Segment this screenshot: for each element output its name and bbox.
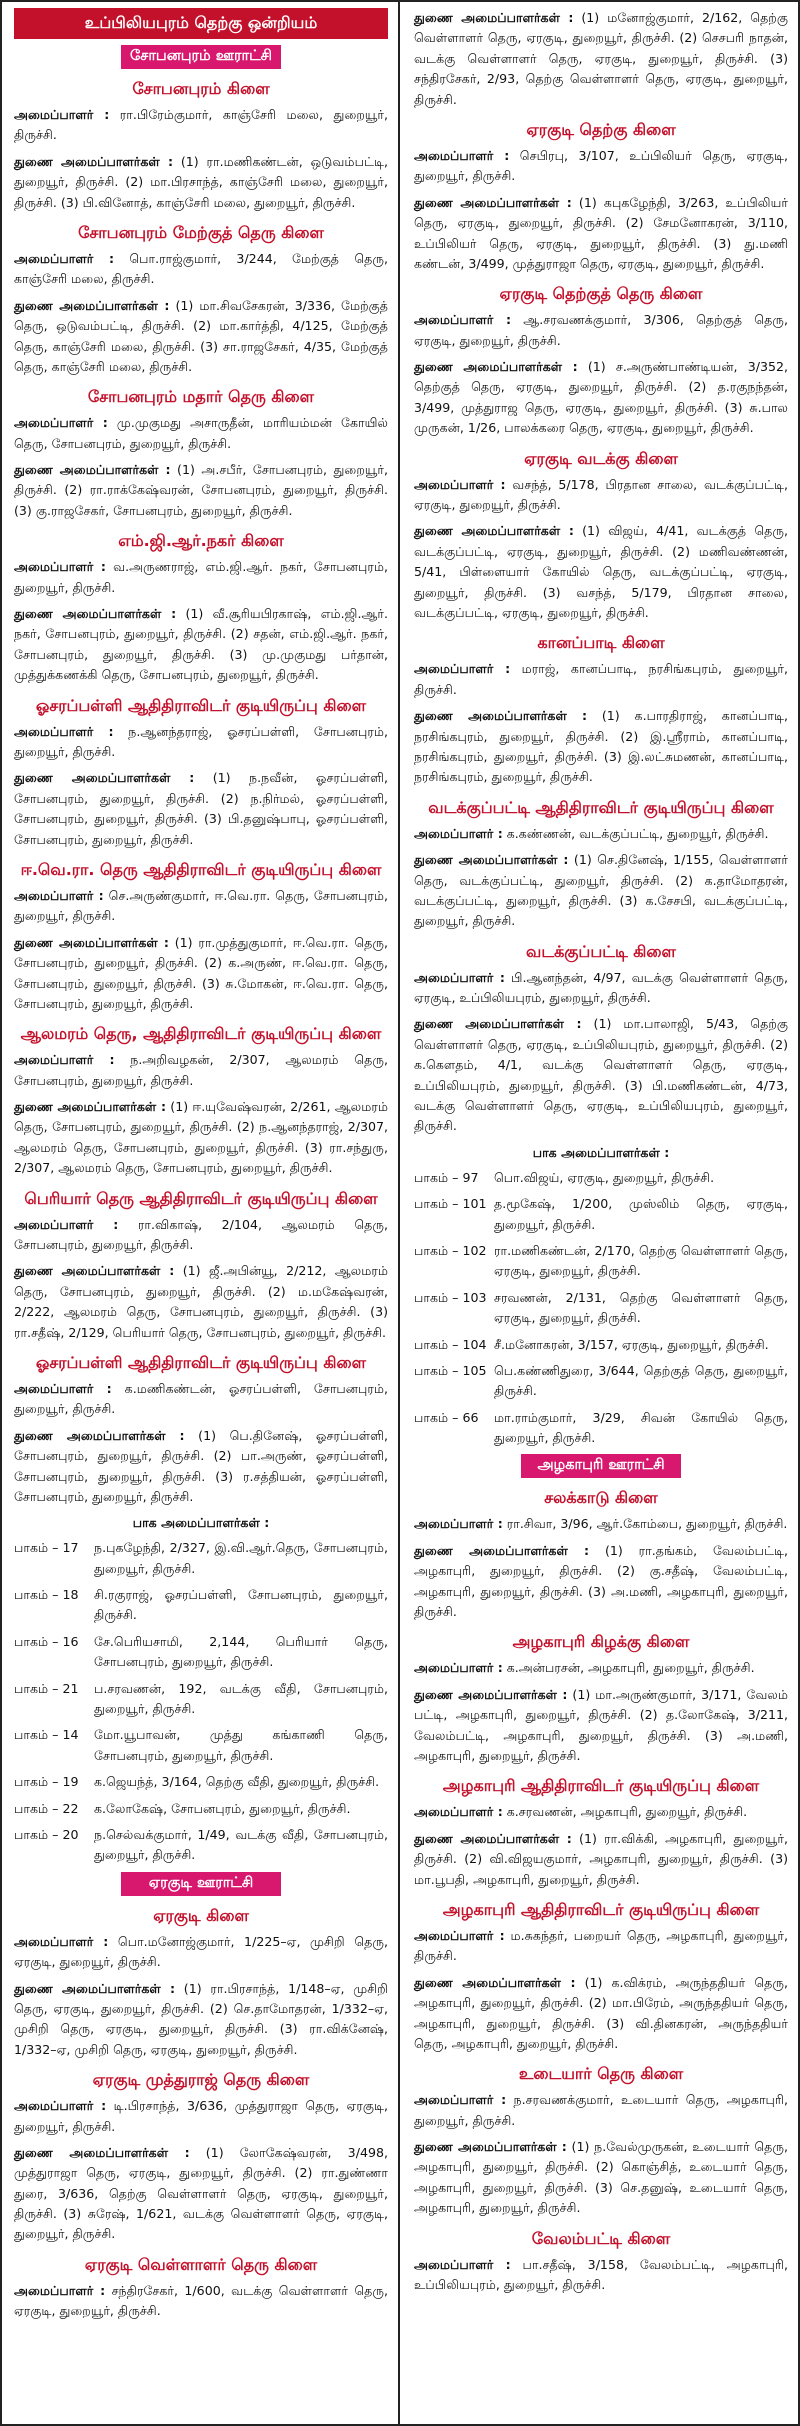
member-details: (1) க.விக்ரம், அருந்ததியர் தெரு, அழகாபுரி, துறையூர், திருச்சி. (2) மா.பிரேம், அருந்ததியர் தெரு, அழகாபுரி, துறையூர், திருச்சி. (3) வி.தினகரன், அருந்ததியர் தெரு, அழகாபுரி, துறையூர், திருச்சி. [414,1974,788,2051]
booth-number: பாகம் – 16 [14,1633,79,1649]
member-details: (1) லோகேஷ்வரன், 3/498, முத்துராஜா தெரு, ஏரகுடி, துறையூர், திருச்சி. (2) ரா.துண்ணா துரை, 3/636, தெற்கு வெள்ளாளர் தெரு, ஏரகுடி, துறையூர், திருச்சி. (3) சுரேஷ், 1/621, வடக்கு வெள்ளாளர் தெரு, ஏரகுடி, துறையூர், திருச்சி. [14,2144,388,2242]
role-label: அமைப்பாளர் : [414,661,511,677]
booth-row [414,1241,788,1282]
branch-heading: வடக்குப்பட்டி கிளை [526,941,676,961]
branch-heading: ஏரகுடி வெள்ளாளர் தெரு கிளை [84,2254,318,2274]
booth-number: பாகம் – 22 [14,1800,79,1816]
role-label: அமைப்பாளர் : [414,969,505,985]
role-label: அமைப்பாளர் : [14,415,108,431]
branch-heading: அழகாபுரி கிழக்கு கிளை [512,1632,690,1652]
member-details: க.கண்ணன், வடக்குப்பட்டி, துறையூர், திருச்சி. [502,825,769,841]
member-entry [414,2255,788,2296]
booth-row [14,1825,388,1866]
member-entry [414,1926,788,1967]
member-details: (1) ரா.பிரசாந்த், 1/148–ஏ, முசிறி தெரு, ஏரகுடி, துறையூர், திருச்சி. (2) செ.தாமோதரன், 1/332–ஏ, முசிறி தெரு, ஏரகுடி, துறையூர், திருச்சி. (3) ரா.விக்னேஷ், 1/332–ஏ, முசிறி தெரு, ஏரகுடி, துறையூர், திருச்சி. [14,1980,388,2057]
member-entry [14,296,388,378]
member-details: (1) ரா.முத்துகுமார், ஈ.வெ.ரா. தெரு, சோபனபுரம், துறையூர், திருச்சி. (2) க.அருண், ஈ.வெ.ரா. தெரு, சோபனபுரம், துறையூர், திருச்சி. (3) சு.மோகன், ஈ.வெ.ரா. தெரு, சோபனபுரம், துறையூர், திருச்சி. [14,934,388,1011]
branch-heading: ஏரகுடி தெற்கு கிளை [526,119,676,139]
member-details: க.சரவணன், அழகாபுரி, துறையூர், திருச்சி. [502,1804,748,1820]
member-details: (1) மா.பாலாஜி, 5/43, தெற்கு வெள்ளாளர் தெரு, ஏரகுடி, உப்பிலியபுரம், துறையூர், திருச்சி. (2) க.கௌதம், 4/1, வடக்கு வெள்ளாளர் தெரு, ஏரகுடி, உப்பிலியபுரம், துறையூர், திருச்சி. (3) பி.மணிகண்டன், 4/73, வடக்கு வெள்ளாளர் தெரு, ஏரகுடி, உப்பிலியபுரம், துறையூர், திருச்சி. [414,1016,789,1134]
member-entry [14,2143,388,2245]
role-label: அமைப்பாளர் : [14,1933,109,1949]
member-details: (1) க.பாரதிராஜ், கானப்பாடி, நரசிங்கபுரம், துறையூர், திருச்சி. (2) இ.ஸ்ரீராம், கானப்பாடி, நரசிங்கபுரம், துறையூர், திருச்சி. (3) இ.லட்சுமணன், கானப்பாடி, நரசிங்கபுரம், துறையூர், திருச்சி. [414,708,788,785]
booth-number: பாகம் – 103 [414,1289,487,1305]
role-label: அமைப்பாளர் : [414,1804,503,1820]
member-entry [414,659,788,700]
member-details: (1) ரா.தங்கம், வேலம்பட்டி, அழகாபுரி, துறையூர், திருச்சி. (2) கு.சதீஷ், வேலம்பட்டி, அழகாபுரி, துறையூர், திருச்சி. (3) அ.மணி, அழகாபுரி, துறையூர், திருச்சி. [414,1542,788,1620]
member-details: (1) கபுகழேந்தி, 3/263, உப்பிலியர் தெரு, ஏரகுடி, துறையூர், திருச்சி. (2) சேமனோகரன், 3/110, உப்பிலியர் தெரு, ஏரகுடி, துறையூர், திருச்சி. (3) து.மணி கண்டன், 3/499, முத்துராஜா தெரு, ஏரகுடி, துறையூர், திருச்சி. [414,194,788,271]
role-label: துணை அமைப்பாளர்கள் : [414,1830,572,1846]
branch-heading: ஏரகுடி கிளை [153,1905,249,1925]
role-label: அமைப்பாளர் : [414,1660,503,1676]
member-entry [414,824,788,844]
member-entry [414,310,788,351]
booth-number: பாகம் – 14 [14,1727,79,1743]
member-entry [14,886,388,927]
role-label: துணை அமைப்பாளர்கள் : [14,770,195,786]
role-label: துணை அமைப்பாளர்கள் : [414,1686,568,1702]
member-details: (1) மனோஜ்குமார், 2/162, தெற்கு வெள்ளாளர் தெரு, ஏரகுடி, துறையூர், திருச்சி. (2) செசபரி நாதன், வடக்கு வெள்ளாளர் தெரு, ஏரகுடி, துறையூர், திருச்சி. (3) சந்திரசேகர், 2/93, தெற்கு வெள்ளாளர் தெரு, ஏரகுடி, துறையூர், திருச்சி. [414,10,788,107]
booth-number: பாகம் – 97 [414,1169,479,1185]
member-details: (1) செ.தினேஷ், 1/155, வெள்ளாளர் தெரு, வடக்குப்பட்டி, துறையூர், திருச்சி. (2) க.தாமோதரன், வடக்குப்பட்டி, துறையூர், திருச்சி. (3) க.சேசபி, வடக்குப்பட்டி, துறையூர், திருச்சி. [414,852,788,929]
booth-row [414,1288,788,1329]
role-label: அமைப்பாளர் : [14,1380,112,1396]
role-label: துணை அமைப்பாளர்கள் : [414,1542,590,1558]
booth-organiser-details: பொ.விஜய், ஏரகுடி, துறையூர், திருச்சி. [494,1169,715,1185]
role-label: துணை அமைப்பாளர்கள் : [14,2144,190,2160]
member-details: (1) அ.சபீர், சோபனபுரம், துறையூர், திருச்சி. (2) ரா.ராக்கேஷ்வரன், சோபனபுரம், துறையூர், திருச்சி. (3) கு.ராஜசேகர், சோபனபுரம், துறையூர், திருச்சி. [14,462,388,518]
booth-organisers-title: பாக அமைப்பாளர்கள் : [532,1144,670,1160]
role-label: துணை அமைப்பாளர்கள் : [14,462,171,478]
member-details: (1) ரா.விக்கி, அழகாபுரி, துறையூர், திருச்சி. (2) வி.விஜயகுமார், அழகாபுரி, துறையூர், திருச்சி. (3) மா.பூபதி, அழகாபுரி, துறையூர், திருச்சி. [414,1830,788,1887]
branch-heading: ஈ.வெ.ரா. தெரு ஆதிதிராவிடர் குடியிருப்பு கிளை [20,859,382,879]
member-entry [414,521,788,623]
member-entry [414,357,788,439]
role-label: அமைப்பாளர் : [414,147,510,163]
member-entry [414,1658,788,1678]
member-details: வசந்த், 5/178, பிரதான சாலை, வடக்குப்பட்டி, ஏரகுடி, துறையூர், திருச்சி. [414,476,788,513]
member-entry [14,1050,388,1091]
booth-organiser-details: மா.ராம்குமார், 3/29, சிவன் கோயில் தெரு, துறையூர், திருச்சி. [494,1409,788,1446]
member-details: டி.பிரசாந்த், 3/636, முத்துராஜா தெரு, ஏரகுடி, துறையூர், திருச்சி. [14,2098,388,2134]
member-details: பொ.ராஜ்குமார், 3/244, மேற்குத் தெரு, காஞ்சேரி மலை, திருச்சி. [14,250,389,287]
member-entry [14,1932,388,1973]
booth-organiser-details: சரவணன், 2/131, தெற்கு வெள்ளாளர் தெரு, ஏரகுடி, துறையூர், திருச்சி. [494,1289,788,1326]
member-details: (1) ஜீ.அபின்யூ, 2/212, ஆலமரம் தெரு, சோபனபுரம், துறையூர், திருச்சி. (2) ம.மகேஷ்வரன், 2/222, ஆலமரம் தெரு, சோபனபுரம், துறையூர், திருச்சி. (3) ரா.சதீஷ், 2/129, பெரியார் தெரு, சோபனபுரம், துறையூர், திருச்சி. [14,1263,388,1340]
role-label: அமைப்பாளர் : [414,476,506,492]
role-label: துணை அமைப்பாளர்கள் : [414,194,572,210]
branch-heading: உடையார் தெரு கிளை [518,2064,684,2084]
booth-organiser-details: சே.பெரியசாமி, 2,144, பெரியார் தெரு, சோபனபுரம், துறையூர், திருச்சி. [94,1633,388,1670]
member-details: (1) பெ.தினேஷ், ஓசரப்பள்ளி, சோபனபுரம், துறையூர், திருச்சி. (2) பா.அருண், ஓசரப்பள்ளி, சோபனபுரம், துறையூர், திருச்சி. (3) ர.சத்தியன், ஓசரப்பள்ளி, சோபனபுரம், துறையூர், திருச்சி. [14,1427,389,1504]
branch-heading: ஆலமரம் தெரு, ஆதிதிராவிடர் குடியிருப்பு கிளை [20,1024,382,1044]
member-details: செ.அருண்குமார், ஈ.வெ.ரா. தெரு, சோபனபுரம், துறையூர், திருச்சி. [14,887,388,924]
member-details: ந.ஆனந்தராஜ், ஓசரப்பள்ளி, சோபனபுரம், துறையூர், திருச்சி. [14,723,388,759]
member-entry [14,768,388,850]
role-label: துணை அமைப்பாளர்கள் : [414,2139,567,2155]
member-details: ரா.சிவா, 3/96, ஆர்.கோம்பை, துறையூர், திருச்சி. [502,1516,788,1532]
member-entry [414,1541,788,1623]
member-entry [414,968,788,1009]
member-details: மராஜ், கானப்பாடி, நரசிங்கபுரம், துறையூர், திருச்சி. [414,661,789,697]
member-entry [414,706,788,788]
branch-heading: அழகாபுரி ஆதிதிராவிடர் குடியிருப்பு கிளை [442,1899,760,1919]
member-entry [14,105,388,146]
role-label: அமைப்பாளர் : [14,2098,107,2114]
union-title: உப்பிலியபுரம் தெற்கு ஒன்றியம் [14,8,388,39]
member-details: (1) விஜய், 4/41, வடக்குத் தெரு, வடக்குப்பட்டி, ஏரகுடி, துறையூர், திருச்சி. (2) மணிவண்ணன், 5/41, பிள்ளையார் கோயில் தெரு, வடக்குப்பட்டி, ஏரகுடி, துறையூர், திருச்சி. (3) வசந்த், 5/179, பிரதான சாலை, வடக்குப்பட்டி, ஏரகுடி, துறையூர், திருச்சி. [414,523,788,620]
booth-row [14,1772,388,1792]
panchayat-banner: அழகாபுரி ஊராட்சி [521,1454,681,1478]
member-entry [414,1829,788,1890]
member-entry [14,933,388,1015]
booth-number: பாகம் – 104 [414,1336,487,1352]
member-details: ரா.விகாஷ், 2/104, ஆலமரம் தெரு, சோபனபுரம், துறையூர், திருச்சி. [14,1216,388,1253]
member-entry [14,460,388,521]
booth-organiser-details: க.லோகேஷ், சோபனபுரம், துறையூர், திருச்சி. [94,1800,351,1816]
role-label: அமைப்பாளர் : [14,2282,106,2298]
branch-heading: சலக்காடு கிளை [544,1488,658,1508]
member-entry [14,413,388,454]
role-label: துணை அமைப்பாளர்கள் : [414,10,574,25]
member-entry [14,1979,388,2061]
panchayat-banner: சோபனபுரம் ஊராட்சி [121,45,281,69]
branch-heading: கானப்பாடி கிளை [537,633,665,653]
role-label: துணை அமைப்பாளர்கள் : [414,1016,582,1032]
member-entry [14,1261,388,1343]
booth-organiser-details: த.மூகேஷ், 1/200, முஸ்லிம் தெரு, ஏரகுடி, துறையூர், திருச்சி. [494,1196,788,1232]
member-entry [14,1215,388,1256]
member-details: க.மணிகண்டன், ஓசரப்பள்ளி, சோபனபுரம், துறையூர், திருச்சி. [14,1380,389,1417]
booth-number: பாகம் – 105 [414,1362,487,1378]
branch-heading: எம்.ஜி.ஆர்.நகர் கிளை [118,531,284,551]
role-label: அமைப்பாளர் : [414,312,512,328]
member-details: ரா.பிரேம்குமார், காஞ்சேரி மலை, துறையூர், திருச்சி. [14,107,388,143]
member-entry [14,152,388,213]
member-entry [14,249,388,290]
left-column [2,2,400,2424]
role-label: அமைப்பாளர் : [14,1216,119,1232]
member-entry [14,1426,388,1508]
booth-number: பாகம் – 18 [14,1587,79,1603]
member-details: செபிரபு, 3/107, உப்பிலியர் தெரு, ஏரகுடி, துறையூர், திருச்சி. [414,147,788,184]
member-details: (1) வீ.சூரியபிரகாஷ், எம்.ஜி.ஆர். நகர், சோபனபுரம், துறையூர், திருச்சி. (2) சதன், எம்.ஜி.ஆர். நகர், சோபனபுரம், துறையூர், திருச்சி. (3) மு.முகுமது பர்தான், முத்துக்கணக்கி தெரு, சோபனபுரம், துறையூர், திருச்சி. [14,606,388,683]
booth-row [14,1538,388,1579]
member-entry [414,1014,788,1136]
booth-number: பாகம் – 66 [414,1409,479,1425]
role-label: அமைப்பாளர் : [14,107,110,122]
member-details: பொ.மனோஜ்குமார், 1/225–ஏ, முசிறி தெரு, ஏரகுடி, துறையூர், திருச்சி. [14,1933,389,1970]
member-entry [414,850,788,932]
member-entry [414,8,788,110]
member-details: ம.சுகந்தர், பறையர் தெரு, அழகாபுரி, துறையூர், திருச்சி. [414,1927,789,1964]
booth-row [14,1725,388,1766]
branch-heading: வேலம்பட்டி கிளை [531,2228,671,2248]
role-label: துணை அமைப்பாளர்கள் : [14,1980,175,1996]
booth-organiser-details: ரா.மணிகண்டன், 2/170, தெற்கு வெள்ளாளர் தெரு, ஏரகுடி, துறையூர், திருச்சி. [494,1242,788,1279]
role-label: அமைப்பாளர் : [414,1516,503,1532]
role-label: துணை அமைப்பாளர்கள் : [14,1263,175,1279]
member-entry [14,2281,388,2322]
role-label: அமைப்பாளர் : [14,250,115,266]
branch-heading: ஏரகுடி வடக்கு கிளை [524,448,678,468]
member-entry [414,1514,788,1534]
role-label: அமைப்பாளர் : [414,1927,505,1943]
member-entry [414,1802,788,1822]
member-details: பி.ஆனந்தன், 4/97, வடக்கு வெள்ளாளர் தெரு, ஏரகுடி, உப்பிலியபுரம், துறையூர், திருச்சி. [414,969,789,1006]
branch-heading: சோபனபுரம் மதார் தெரு கிளை [87,387,315,407]
member-details: ஆ.சரவணக்குமார், 3/306, தெற்குத் தெரு, ஏரகுடி, துறையூர், திருச்சி. [414,312,788,348]
role-label: துணை அமைப்பாளர்கள் : [414,852,569,868]
role-label: அமைப்பாளர் : [414,2092,507,2108]
member-details: (1) ச.அருண்பாண்டியன், 3/352, தெற்குத் தெரு, ஏரகுடி, துறையூர், திருச்சி. (2) த.ரகுநந்தன், 3/499, முத்துராஜ தெரு, ஏரகுடி, துறையூர், திருச்சி. (3) சு.பால முருகன், 1/26, பாலக்கரை தெரு, ஏரகுடி, துறையூர், திருச்சி. [414,359,789,436]
role-label: துணை அமைப்பாளர்கள் : [414,523,574,539]
member-entry [414,2137,788,2219]
booth-row [414,1194,788,1235]
branch-heading: சோபனபுரம் கிளை [132,79,270,98]
branch-heading: ஏரகுடி தெற்குத் தெரு கிளை [499,284,703,304]
member-entry [14,2096,388,2137]
branch-heading: சோபனபுரம் மேற்குத் தெரு கிளை [78,222,324,242]
member-details: (1) ந.வேல்முருகன், உடையார் தெரு, அழகாபுரி, துறையூர், திருச்சி. (2) கொஞ்சித், உடையார் தெரு, அழகாபுரி, துறையூர், திருச்சி. (3) செ.தனுஷ், உடையார் தெரு, அழகாபுரி, துறையூர், திருச்சி. [414,2139,789,2216]
booth-organiser-details: பெ.கண்ணிதுரை, 3/644, தெற்குத் தெரு, துறையூர், திருச்சி. [494,1362,788,1399]
role-label: அமைப்பாளர் : [14,1052,115,1068]
branch-heading: அழகாபுரி ஆதிதிராவிடர் குடியிருப்பு கிளை [442,1776,760,1796]
member-details: (1) ரா.மணிகண்டன், ஒடுவம்பட்டி, துறையூர், திருச்சி. (2) மா.பிரசாந்த், காஞ்சேரி மலை, துறையூர், திருச்சி. (3) பி.வினோத், காஞ்சேரி மலை, துறையூர், திருச்சி. [14,153,388,210]
booth-row [414,1168,788,1188]
member-details: (1) ஈ.யுவேஷ்வரன், 2/261, ஆலமரம் தெரு, சோபனபுரம், துறையூர், திருச்சி. (2) ந.ஆனந்தராஜ், 2/307, ஆலமரம் தெரு, சோபனபுரம், துறையூர், திருச்சி. (3) ரா.சந்துரு, 2/307, ஆலமரம் தெரு, சோபனபுரம், துறையூர், திருச்சி. [14,1099,388,1176]
role-label: துணை அமைப்பாளர்கள் : [14,606,177,622]
booth-number: பாகம் – 21 [14,1680,79,1696]
booth-row [414,1408,788,1449]
role-label: துணை அமைப்பாளர்கள் : [14,153,174,169]
branch-heading: ஏரகுடி முத்துராஜ் தெரு கிளை [92,2070,310,2090]
booth-row [14,1585,388,1626]
booth-organisers-title: பாக அமைப்பாளர்கள் : [132,1515,270,1531]
role-label: துணை அமைப்பாளர்கள் : [14,934,169,950]
branch-heading: வடக்குப்பட்டி ஆதிதிராவிடர் குடியிருப்பு கிளை [428,797,774,817]
booth-organisers [14,1515,388,1865]
branch-heading: ஓசரப்பள்ளி ஆதிதிராவிடர் குடியிருப்பு கிளை [35,1352,367,1372]
booth-organiser-details: ந.புகழேந்தி, 2/327, இ.வி.ஆர்.தெரு, சோபனபுரம், துறையூர், திருச்சி. [94,1540,388,1576]
role-label: அமைப்பாளர் : [14,559,106,575]
member-details: மு.முகுமது அசாருதீன், மாரியம்மன் கோயில் தெரு, சோபனபுரம், துறையூர், திருச்சி. [14,415,388,451]
booth-row [14,1679,388,1720]
booth-organiser-details: க.ஜெயந்த், 3/164, தெற்கு வீதி, துறையூர், திருச்சி. [94,1774,380,1790]
booth-organiser-details: ப.சரவணன், 192, வடக்கு வீதி, சோபனபுரம், துறையூர், திருச்சி. [94,1680,388,1717]
role-label: துணை அமைப்பாளர்கள் : [414,708,588,724]
role-label: அமைப்பாளர் : [14,723,114,739]
member-entry [414,193,788,275]
member-entry [414,1973,788,2055]
booth-row [414,1335,788,1355]
member-details: ந.அறிவழகன், 2/307, ஆலமரம் தெரு, சோபனபுரம், துறையூர், திருச்சி. [14,1052,388,1088]
role-label: அமைப்பாளர் : [414,825,503,841]
booth-organiser-details: மோ.யூபாவன், முத்து கங்காணி தெரு, சோபனபுரம், துறையூர், திருச்சி. [94,1727,388,1763]
member-details: (1) மா.அருண்குமார், 3/171, வேலம் பட்டி, அழகாபுரி, துறையூர், திருச்சி. (2) த.லோகேஷ், 3/211, வேலம்பட்டி, அழகாபுரி, துறையூர், திருச்சி. (3) அ.மணி, அழகாபுரி, துறையூர், திருச்சி. [414,1686,788,1763]
member-details: (1) ந.நவீன், ஓசரப்பள்ளி, சோபனபுரம், துறையூர், திருச்சி. (2) ந.நிர்மல், ஓசரப்பள்ளி, சோபனபுரம், துறையூர், திருச்சி. (3) பி.தனுஷ்பாபு, ஓசரப்பள்ளி, சோபனபுரம், துறையூர், திருச்சி. [14,770,388,847]
member-entry [14,557,388,598]
booth-organisers [414,1145,788,1449]
role-label: அமைப்பாளர் : [14,887,104,903]
role-label: அமைப்பாளர் : [414,2256,511,2272]
booth-number: பாகம் – 17 [14,1540,79,1556]
booth-organiser-details: சி.ரகுராஜ், ஓசரப்பள்ளி, சோபனபுரம், துறையூர், திருச்சி. [94,1587,388,1623]
booth-number: பாகம் – 102 [414,1242,487,1258]
booth-organiser-details: ந.செல்வக்குமார், 1/49, வடக்கு வீதி, சோபனபுரம், துறையூர், திருச்சி. [94,1827,388,1863]
member-entry [14,722,388,763]
booth-row [414,1361,788,1402]
member-details: வ.அருணராஜ், எம்.ஜி.ஆர். நகர், சோபனபுரம், துறையூர், திருச்சி. [14,559,388,595]
booth-row [14,1799,388,1819]
member-details: க.அன்பரசன், அழகாபுரி, துறையூர், திருச்சி. [502,1660,755,1676]
role-label: துணை அமைப்பாளர்கள் : [14,297,170,313]
member-entry [414,2090,788,2131]
role-label: துணை அமைப்பாளர்கள் : [414,1974,576,1990]
role-label: துணை அமைப்பாளர்கள் : [14,1099,166,1115]
member-entry [14,604,388,686]
member-entry [14,1379,388,1420]
member-details: சந்திரசேகர், 1/600, வடக்கு வெள்ளாளர் தெரு, ஏரகுடி, துறையூர், திருச்சி. [14,2282,389,2319]
role-label: துணை அமைப்பாளர்கள் : [414,359,578,375]
member-entry [414,146,788,187]
member-entry [414,475,788,516]
member-entry [14,1097,388,1179]
member-details: (1) மா.சிவசேகரன், 3/336, மேற்குத் தெரு, ஒடுவம்பட்டி, திருச்சி. (2) மா.கார்த்தி, 4/125, மேற்குத் தெரு, காஞ்சேரி மலை, திருச்சி. (3) சா.ராஜசேகர், 4/35, மேற்குத் தெரு, காஞ்சேரி மலை, திருச்சி. [14,297,388,374]
booth-row [14,1632,388,1673]
member-entry [414,1685,788,1767]
branch-heading: ஓசரப்பள்ளி ஆதிதிராவிடர் குடியிருப்பு கிளை [35,695,367,715]
branch-heading: பெரியார் தெரு ஆதிதிராவிடர் குடியிருப்பு கிளை [24,1188,378,1208]
booth-number: பாகம் – 101 [414,1196,487,1212]
booth-number: பாகம் – 19 [14,1774,79,1790]
right-column [400,2,798,2424]
booth-number: பாகம் – 20 [14,1827,79,1842]
booth-organiser-details: சீ.மனோகரன், 3/157, ஏரகுடி, துறையூர், திருச்சி. [494,1336,769,1352]
member-details: ந.சரவணக்குமார், உடையார் தெரு, அழகாபுரி, துறையூர், திருச்சி. [414,2092,788,2128]
member-details: பா.சதீஷ், 3/158, வேலம்பட்டி, அழகாபுரி, உப்பிலியபுரம், துறையூர், திருச்சி. [414,2256,788,2293]
panchayat-banner: ஏரகுடி ஊராட்சி [121,1872,281,1896]
role-label: துணை அமைப்பாளர்கள் : [14,1427,185,1443]
